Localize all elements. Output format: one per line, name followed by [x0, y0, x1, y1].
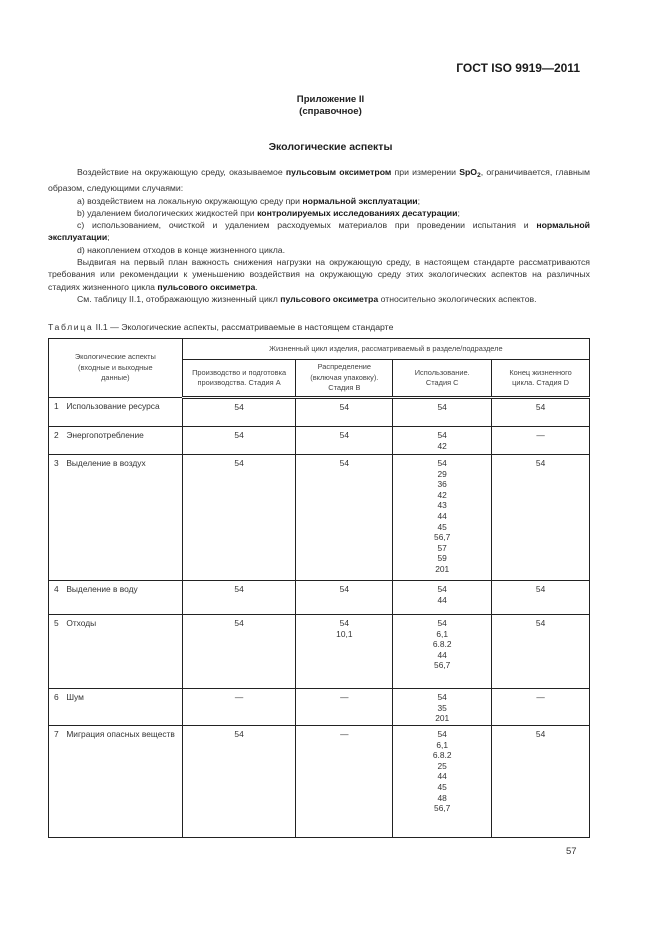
aspect-label: Энергопотребление: [66, 430, 144, 440]
stage-b-cell: [296, 427, 393, 455]
section-reference: 56,7: [434, 803, 451, 814]
section-reference: 48: [437, 792, 447, 803]
aspect-cell: [49, 726, 183, 838]
stage-a-cell: [182, 615, 296, 689]
aspect-cell: [49, 615, 183, 689]
stage-a-cell: [182, 726, 296, 838]
section-reference: —: [340, 692, 349, 702]
header-aspects: Экологические аспекты (входные и выходные данные): [49, 339, 183, 398]
stage-a-cell: [182, 427, 296, 455]
aspect-cell: [49, 455, 183, 581]
section-reference: 56,7: [434, 532, 451, 543]
stage-c-cell: [393, 427, 492, 455]
section-reference: 54: [437, 618, 447, 628]
section-reference: 54: [234, 584, 244, 594]
section-reference: 54: [339, 584, 349, 594]
section-reference: 54: [234, 430, 244, 440]
section-reference: —: [536, 692, 545, 702]
section-reference: 54: [234, 458, 244, 468]
text-span: при измерении: [391, 167, 460, 177]
section-reference: 54: [535, 729, 546, 739]
section-reference: 54: [339, 430, 349, 440]
aspect-label: Миграция опасных веществ: [66, 729, 175, 739]
table-caption: [48, 322, 393, 332]
paragraph-emphasis: Выдвигая на первый план важность снижения нагрузки на окружающую среду, в настоящем стандарте рассматриваются требования или рекомендации к уменьшению воздействия на окружающую среду этих экологических аспектов на различных стадиях жизненного цикла пульсового оксиметра.: [48, 257, 590, 292]
aspect-number: 4: [54, 584, 59, 594]
section-reference: 36: [437, 479, 447, 490]
intro-text: [48, 166, 590, 305]
section-reference: 6.8.2: [432, 750, 452, 761]
list-item-c: c) использованием, очисткой и удалением расходуемых материалов при проведении испытания и нормальной эксплуатации;: [48, 220, 590, 243]
section-reference: 54: [234, 402, 244, 412]
section-reference: 10,1: [336, 628, 353, 639]
term-pulse-oximeter: пульсовым оксиметром: [285, 167, 392, 177]
section-reference: 54: [535, 618, 546, 628]
stage-d-cell: [492, 427, 590, 455]
section-reference: 44: [437, 510, 447, 521]
section-reference: 54: [437, 584, 447, 594]
section-title: Экологические аспекты: [268, 141, 393, 153]
appendix-subtitle: (справочное): [299, 106, 362, 117]
section-reference: 54: [234, 729, 244, 739]
table-row: [49, 398, 590, 427]
section-reference: 201: [435, 563, 450, 574]
table-body: [49, 398, 590, 838]
stage-c-cell: [393, 455, 492, 581]
section-reference: —: [234, 692, 244, 702]
stage-d-cell: [492, 398, 590, 427]
stage-b-cell: [296, 398, 393, 427]
section-reference: 54: [437, 458, 447, 468]
section-reference: 6.8.2: [432, 639, 452, 650]
aspect-cell: [49, 689, 183, 726]
section-reference: 44: [437, 594, 447, 605]
aspect-cell: [49, 581, 183, 615]
stage-a-cell: [182, 581, 296, 615]
section-reference: 35: [437, 702, 447, 713]
stage-b-cell: [296, 689, 393, 726]
aspect-label: Отходы: [66, 618, 97, 628]
section-reference: 44: [437, 649, 447, 660]
stage-a-cell: [182, 398, 296, 427]
table-row: [49, 581, 590, 615]
aspect-number: 1: [54, 401, 59, 411]
ecological-aspects-table: [48, 338, 590, 838]
section-reference: 44: [437, 771, 447, 782]
aspect-cell: [49, 427, 183, 455]
table-caption-label: Таблица: [48, 322, 94, 332]
section-reference: 54: [535, 584, 546, 594]
list-item-d: d) накоплением отходов в конце жизненного цикла.: [77, 244, 286, 255]
aspect-label: Выделение в воду: [66, 584, 138, 594]
section-reference: 54: [339, 458, 349, 468]
aspect-number: 7: [54, 729, 59, 739]
header-stage-b: Распределение (включая упаковку). Стадия B: [296, 360, 393, 398]
list-item-a: a) воздействием на локальную окружающую среду при нормальной эксплуатации;: [77, 195, 421, 206]
header-stage-d: Конец жизненного цикла. Стадия D: [492, 360, 590, 398]
section-reference: 43: [437, 500, 447, 511]
aspect-label: Шум: [66, 692, 84, 702]
aspect-number: 5: [54, 618, 59, 628]
table-row: [49, 455, 590, 581]
stage-b-cell: [296, 581, 393, 615]
stage-d-cell: [492, 689, 590, 726]
section-reference: 54: [535, 402, 546, 412]
aspect-number: 3: [54, 458, 59, 468]
stage-c-cell: [393, 615, 492, 689]
section-reference: 56,7: [434, 660, 451, 671]
stage-c-cell: [393, 581, 492, 615]
table-row: [49, 615, 590, 689]
section-reference: 45: [437, 521, 447, 532]
text-span: , ограничивается, главным образом, следующими случаями:: [48, 167, 590, 194]
page-number: 57: [566, 846, 577, 857]
header-stage-c: Использование. Стадия C: [393, 360, 492, 398]
section-reference: —: [536, 430, 545, 440]
section-reference: 201: [435, 713, 450, 724]
stage-b-cell: [296, 455, 393, 581]
section-reference: 6,1: [436, 739, 449, 750]
section-reference: 42: [437, 489, 447, 500]
section-reference: 54: [339, 402, 349, 412]
section-reference: 45: [437, 781, 447, 792]
section-reference: 54: [437, 692, 447, 702]
section-reference: 57: [437, 542, 447, 553]
text-span: Воздействие на окружающую среду, оказываемое: [77, 167, 286, 177]
header-lifecycle: Жизненный цикл изделия, рассматриваемый в разделе/подразделе: [182, 339, 589, 360]
section-reference: 54: [535, 458, 546, 468]
section-reference: 59: [437, 553, 447, 564]
appendix-title: Приложение II: [296, 94, 365, 105]
paragraph-intro: [48, 166, 590, 195]
section-reference: 6,1: [436, 628, 449, 639]
stage-d-cell: [492, 581, 590, 615]
list-item-b: b) удалением биологических жидкостей при контролируемых исследованиях десатурации;: [77, 207, 460, 218]
table-row: [49, 726, 590, 838]
table-row: [49, 427, 590, 455]
appendix-heading: [0, 94, 661, 118]
aspect-label: Выделение в воздух: [66, 458, 146, 468]
section-reference: 54: [437, 729, 447, 739]
section-reference: 42: [437, 440, 447, 451]
stage-c-cell: [393, 398, 492, 427]
aspect-label: Использование ресурса: [66, 401, 160, 411]
section-reference: 54: [339, 618, 349, 628]
stage-a-cell: [182, 689, 296, 726]
stage-d-cell: [492, 615, 590, 689]
section-reference: 54: [234, 618, 244, 628]
stage-c-cell: [393, 689, 492, 726]
table-row: [49, 689, 590, 726]
stage-c-cell: [393, 726, 492, 838]
stage-b-cell: [296, 615, 393, 689]
document-id: ГОСТ ISO 9919—2011: [456, 61, 580, 75]
aspect-number: 2: [54, 430, 59, 440]
stage-d-cell: [492, 726, 590, 838]
stage-b-cell: [296, 726, 393, 838]
paragraph-table-ref: См. таблицу II.1, отображающую жизненный цикл пульсового оксиметра относительно экологических аспектов.: [77, 293, 537, 304]
header-stage-a: Производство и подготовка производства. Стадия A: [182, 360, 296, 398]
section-reference: 54: [437, 430, 447, 440]
section-reference: 29: [437, 468, 447, 479]
stage-a-cell: [182, 455, 296, 581]
section-reference: —: [340, 729, 349, 739]
stage-d-cell: [492, 455, 590, 581]
table-caption-text: II.1 — Экологические аспекты, рассматриваемые в настоящем стандарте: [93, 322, 394, 332]
section-reference: 25: [437, 760, 447, 771]
aspect-cell: [49, 398, 183, 427]
section-reference: 54: [437, 402, 447, 412]
term-spo2: SpO$_2$: [459, 167, 481, 179]
aspect-number: 6: [54, 692, 59, 702]
